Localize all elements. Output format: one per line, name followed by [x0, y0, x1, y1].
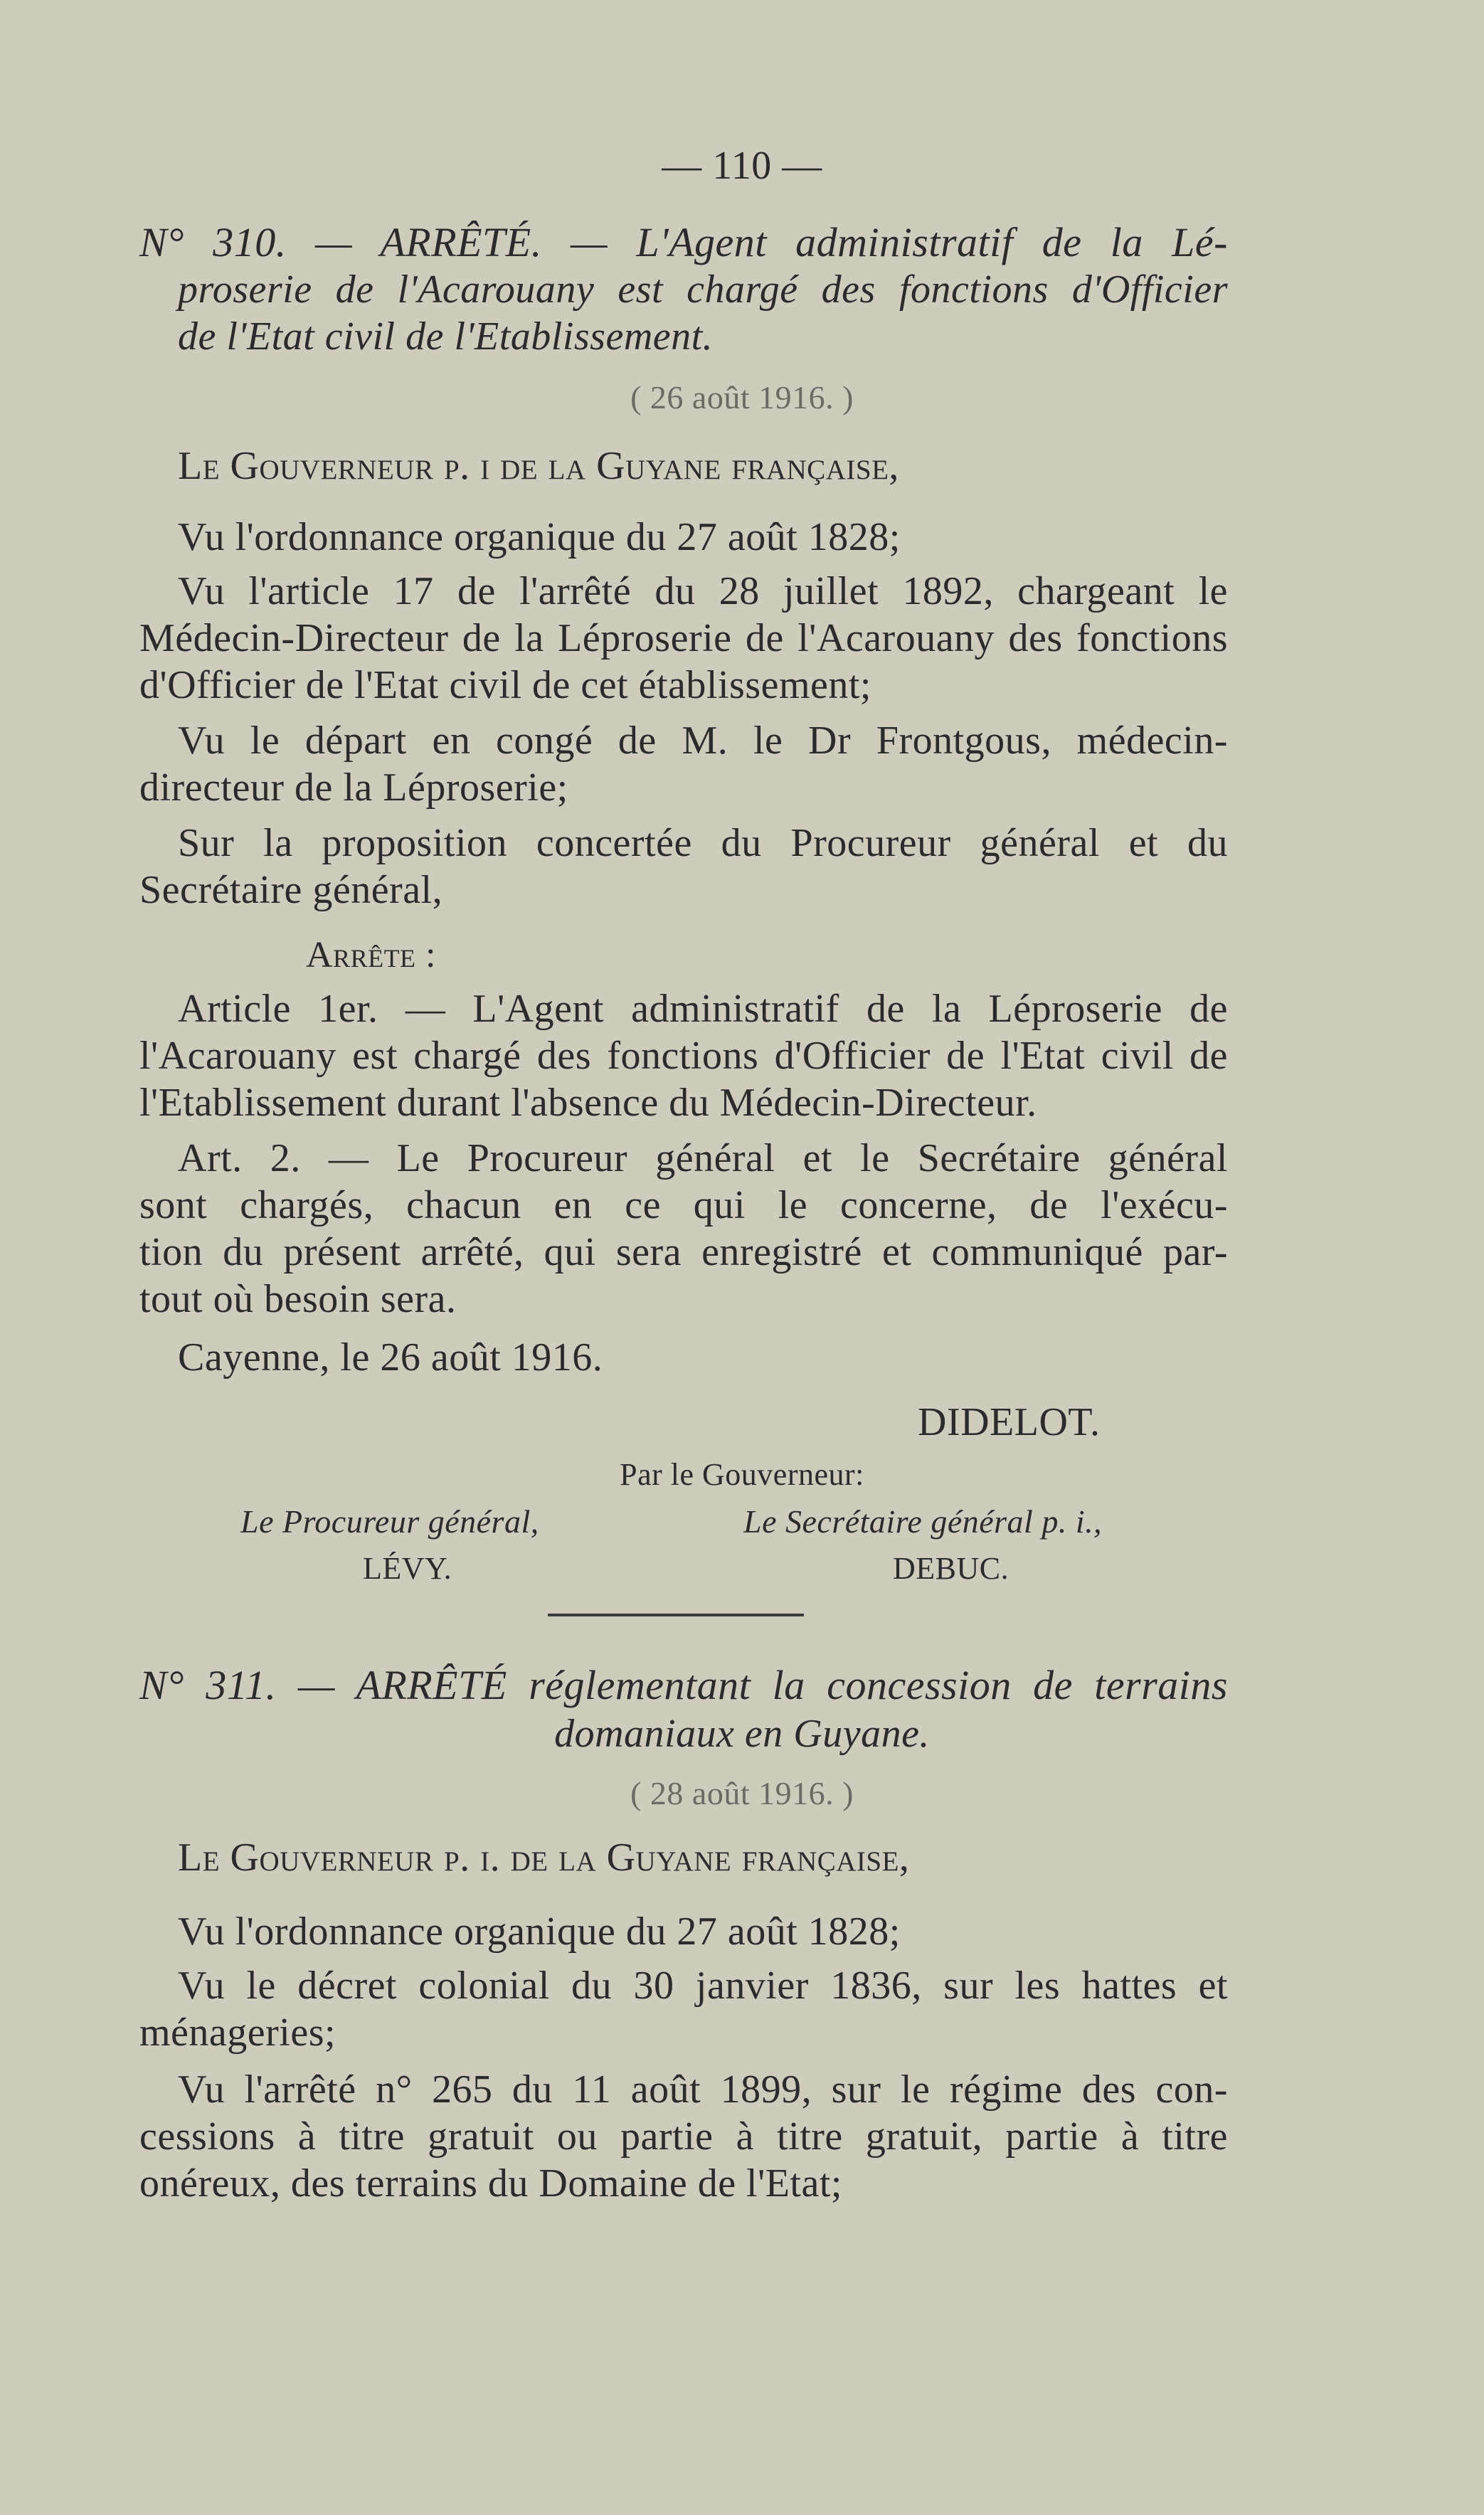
section-310-place-date: Cayenne, le 26 août 1916.	[178, 1335, 603, 1380]
section-310-signature: DIDELOT.	[918, 1400, 1101, 1444]
page-number: — 110 —	[662, 144, 822, 188]
section-310-arrete-heading: Arrête :	[306, 935, 436, 975]
section-311-header-line-2: domaniaux en Guyane.	[554, 1712, 930, 1756]
section-311-paragraph-line: Vu l'arrêté n° 265 du 11 août 1899, sur le régime des con-	[178, 2067, 1228, 2112]
section-310-governor-line: Le Gouverneur p. i de la Guyane française,	[178, 444, 899, 488]
section-310-left-name: LÉVY.	[363, 1551, 452, 1586]
section-311-paragraph-line: ménageries;	[139, 2011, 336, 2055]
section-310-right-name: DEBUC.	[893, 1551, 1009, 1586]
section-311-paragraph-line: cessions à titre gratuit ou partie à titre gratuit, partie à titre	[139, 2114, 1228, 2159]
section-310-paragraph-line: directeur de la Léproserie;	[139, 766, 568, 810]
section-310-paragraph-line: Vu l'article 17 de l'arrêté du 28 juillet 1892, chargeant le	[178, 569, 1228, 613]
section-310-header-line-1: N° 310. — ARRÊTÉ. — L'Agent administratif de la Lé-	[139, 219, 1228, 265]
section-310-right-title: Le Secrétaire général p. i.,	[743, 1503, 1103, 1540]
section-310-paragraph-line: Médecin-Directeur de la Léproserie de l'Acarouany des fonctions	[139, 616, 1228, 660]
section-310-article-line: l'Acarouany est chargé des fonctions d'Officier de l'Etat civil de	[139, 1034, 1228, 1078]
section-310-header-line-3: de l'Etat civil de l'Etablissement.	[178, 314, 714, 359]
section-310-article-line: sont chargés, chacun en ce qui le concerne, de l'exécu-	[139, 1183, 1228, 1227]
section-310-paragraph-line: d'Officier de l'Etat civil de cet établissement;	[139, 663, 871, 707]
section-310-article-line: Article 1er. — L'Agent administratif de la Léproserie de	[178, 987, 1228, 1031]
section-310-left-title: Le Procureur général,	[240, 1503, 539, 1540]
section-311-paragraph-line: onéreux, des terrains du Domaine de l'Etat;	[139, 2161, 842, 2206]
section-310-paragraph-line: Secrétaire général,	[139, 868, 443, 912]
section-310-paragraph-line: Vu le départ en congé de M. le Dr Frontgous, médecin-	[178, 719, 1228, 763]
section-311-governor-line: Le Gouverneur p. i. de la Guyane française,	[178, 1836, 910, 1880]
section-310-article-line: l'Etablissement durant l'absence du Médecin-Directeur.	[139, 1081, 1037, 1125]
section-310-article-line: Art. 2. — Le Procureur général et le Secrétaire général	[178, 1136, 1228, 1180]
section-310-paragraph-line: Sur la proposition concertée du Procureur général et du	[178, 821, 1228, 865]
section-311-date: ( 28 août 1916. )	[630, 1775, 854, 1811]
section-310-paragraph-line: Vu l'ordonnance organique du 27 août 1828;	[178, 515, 901, 559]
section-311-paragraph-line: Vu le décret colonial du 30 janvier 1836, sur les hattes et	[178, 1964, 1228, 2008]
section-310-date: ( 26 août 1916. )	[630, 379, 854, 415]
section-311-header-line-1: N° 311. — ARRÊTÉ réglementant la concession de terrains	[139, 1662, 1228, 1708]
section-divider-rule	[548, 1614, 804, 1616]
section-310-article-line: tout où besoin sera.	[139, 1277, 457, 1321]
section-310-par-le-gouverneur: Par le Gouverneur:	[620, 1457, 864, 1492]
section-310-article-line: tion du présent arrêté, qui sera enregistré et communiqué par-	[139, 1230, 1228, 1274]
section-310-header-line-2: proserie de l'Acarouany est chargé des fonctions d'Officier	[178, 268, 1228, 312]
section-311-paragraph-line: Vu l'ordonnance organique du 27 août 1828;	[178, 1910, 901, 1954]
